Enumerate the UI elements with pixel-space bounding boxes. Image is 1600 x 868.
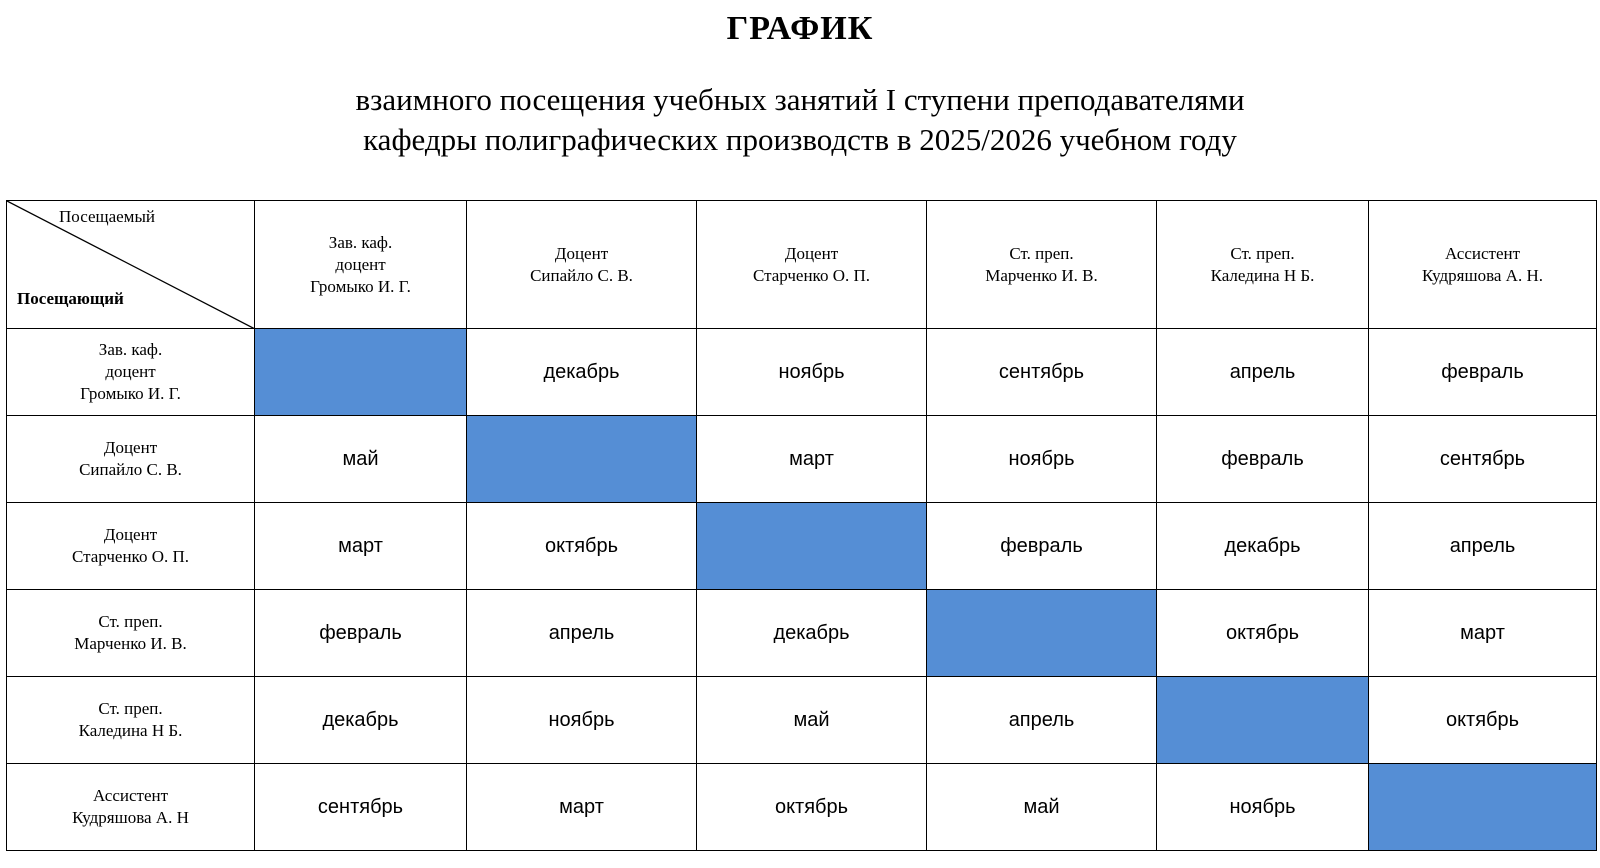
corner-cell: [7, 201, 255, 329]
row-header: [7, 590, 255, 677]
row-name: Громыко И. Г.: [80, 384, 181, 403]
schedule-cell: апрель: [1369, 503, 1597, 590]
row-name: Сипайло С. В.: [79, 460, 182, 479]
column-role: Ассистент: [1444, 243, 1521, 263]
schedule-cell: апрель: [467, 590, 697, 677]
diagonal-cell: [255, 329, 467, 416]
schedule-cell: март: [697, 416, 927, 503]
column-role-2: доцент: [335, 254, 386, 274]
schedule-cell: февраль: [1369, 329, 1597, 416]
schedule-cell: апрель: [927, 677, 1157, 764]
schedule-cell: ноябрь: [1157, 764, 1369, 851]
column-header: [1369, 201, 1597, 329]
row-name: Старченко О. П.: [71, 547, 190, 566]
row-name: Марченко И. В.: [74, 634, 187, 653]
table-row: [7, 677, 1597, 764]
schedule-cell: октябрь: [1369, 677, 1597, 764]
table-row: [7, 416, 1597, 503]
column-header: [255, 201, 467, 329]
row-role: Доцент: [103, 438, 158, 457]
column-name: Сипайло С. В.: [530, 265, 633, 285]
schedule-cell: ноябрь: [927, 416, 1157, 503]
table-row: [7, 503, 1597, 590]
page-title: ГРАФИК: [726, 10, 874, 47]
schedule-cell: март: [255, 503, 467, 590]
header-row: [7, 201, 1597, 329]
row-role: Доцент: [103, 525, 158, 544]
row-header: [7, 329, 255, 416]
schedule-cell: ноябрь: [467, 677, 697, 764]
column-name: Кудряшова А. Н.: [1422, 265, 1543, 285]
table-row: [7, 590, 1597, 677]
diagonal-cell: [1157, 677, 1369, 764]
diagonal-cell: [927, 590, 1157, 677]
schedule-cell: октябрь: [1157, 590, 1369, 677]
column-header: [467, 201, 697, 329]
column-name: Марченко И. В.: [985, 265, 1098, 285]
schedule-cell: декабрь: [467, 329, 697, 416]
column-role: Доцент: [554, 243, 609, 263]
diagonal-cell: [1369, 764, 1597, 851]
schedule-cell: ноябрь: [697, 329, 927, 416]
schedule-cell: март: [467, 764, 697, 851]
schedule-cell: октябрь: [467, 503, 697, 590]
schedule-cell: апрель: [1157, 329, 1369, 416]
row-role: Ст. преп.: [98, 699, 163, 718]
row-header: [7, 503, 255, 590]
row-header: [7, 677, 255, 764]
table-row: [7, 329, 1597, 416]
column-role: Ст. преп.: [1009, 243, 1074, 263]
column-role: Доцент: [784, 243, 839, 263]
schedule-cell: март: [1369, 590, 1597, 677]
row-role: Ст. преп.: [98, 612, 163, 631]
schedule-cell: май: [927, 764, 1157, 851]
schedule-cell: декабрь: [255, 677, 467, 764]
row-role: Ассистент: [92, 786, 169, 805]
schedule-cell: май: [255, 416, 467, 503]
column-name: Громыко И. Г.: [310, 276, 411, 296]
schedule-cell: февраль: [927, 503, 1157, 590]
column-name: Старченко О. П.: [752, 265, 871, 285]
subtitle-line-1: взаимного посещения учебных занятий I ступени преподавателями: [355, 82, 1245, 117]
column-header: [927, 201, 1157, 329]
schedule-cell: май: [697, 677, 927, 764]
visited-label: Посещаемый: [59, 207, 155, 226]
schedule-cell: декабрь: [1157, 503, 1369, 590]
schedule-cell: декабрь: [697, 590, 927, 677]
column-name: Каледина Н Б.: [1210, 265, 1315, 285]
row-name: Кудряшова А. Н: [72, 808, 189, 827]
schedule-cell: октябрь: [697, 764, 927, 851]
table-row: [7, 764, 1597, 851]
diagonal-cell: [697, 503, 927, 590]
schedule-cell: сентябрь: [1369, 416, 1597, 503]
column-role: Ст. преп.: [1230, 243, 1295, 263]
row-header: [7, 764, 255, 851]
row-header: [7, 416, 255, 503]
page-subtitle: [0, 80, 1600, 160]
schedule-cell: сентябрь: [927, 329, 1157, 416]
column-header: [1157, 201, 1369, 329]
schedule-cell: февраль: [255, 590, 467, 677]
column-role: Зав. каф.: [328, 232, 393, 252]
row-role: Зав. каф.: [98, 340, 163, 359]
schedule-cell: сентябрь: [255, 764, 467, 851]
schedule-cell: февраль: [1157, 416, 1369, 503]
row-name: Каледина Н Б.: [78, 721, 183, 740]
diagonal-cell: [467, 416, 697, 503]
visiting-label: Посещающий: [17, 289, 124, 308]
column-header: [697, 201, 927, 329]
row-role-2: доцент: [105, 362, 156, 381]
subtitle-line-2: кафедры полиграфических производств в 2025/2026 учебном году: [363, 122, 1237, 157]
schedule-table: [6, 200, 1597, 851]
